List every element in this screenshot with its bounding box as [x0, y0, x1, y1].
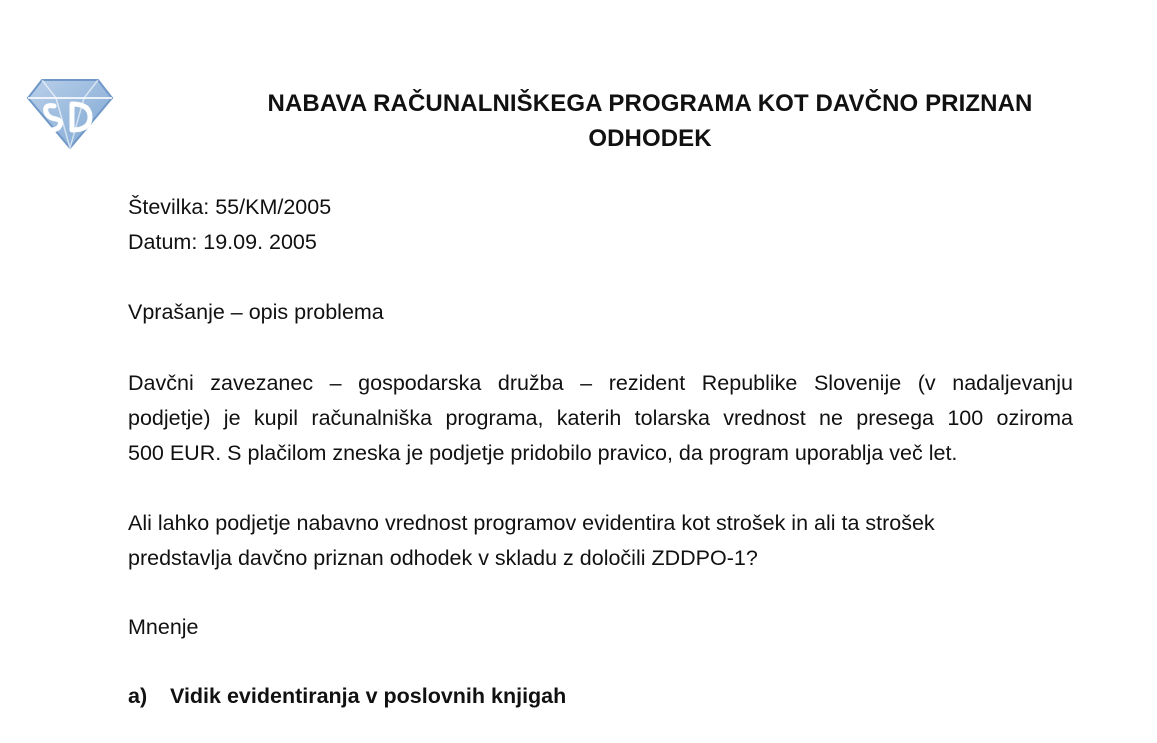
question-paragraph: [128, 506, 1073, 576]
paragraph-line: Davčni zavezanec – gospodarska družba – rezident Republike Slovenije (v nadaljevanju: [128, 371, 1073, 395]
title-line-2: ODHODEK: [588, 125, 712, 152]
paragraph-line: podjetje) je kupil računalniška programa, katerih tolarska vrednost ne presega 100 oziroma: [128, 406, 1073, 430]
question-heading: Vprašanje – opis problema: [128, 300, 384, 324]
title-line-1: NABAVA RAČUNALNIŠKEGA PROGRAMA KOT DAVČNO PRIZNAN: [267, 90, 1033, 117]
paragraph-line: 500 EUR. S plačilom zneska je podjetje pridobilo pravico, da program uporablja več let.: [128, 441, 958, 465]
document-number: Številka: 55/KM/2005: [128, 195, 332, 219]
section-title: Vidik evidentiranja v poslovnih knjigah: [170, 684, 567, 708]
diamond-sd-logo-icon: [26, 76, 114, 150]
paragraph-line: Ali lahko podjetje nabavno vrednost programov evidentira kot strošek in ali ta strošek: [128, 511, 935, 535]
sd-logo: [26, 76, 114, 150]
problem-paragraph: [128, 366, 1073, 471]
section-a-heading: [128, 679, 566, 714]
document-date: Datum: 19.09. 2005: [128, 230, 317, 254]
section-marker: a): [128, 684, 148, 708]
paragraph-line: predstavlja davčno priznan odhodek v skladu z določili ZDDPO-1?: [128, 546, 758, 570]
document-title: [140, 86, 1157, 156]
opinion-heading: Mnenje: [128, 615, 199, 639]
